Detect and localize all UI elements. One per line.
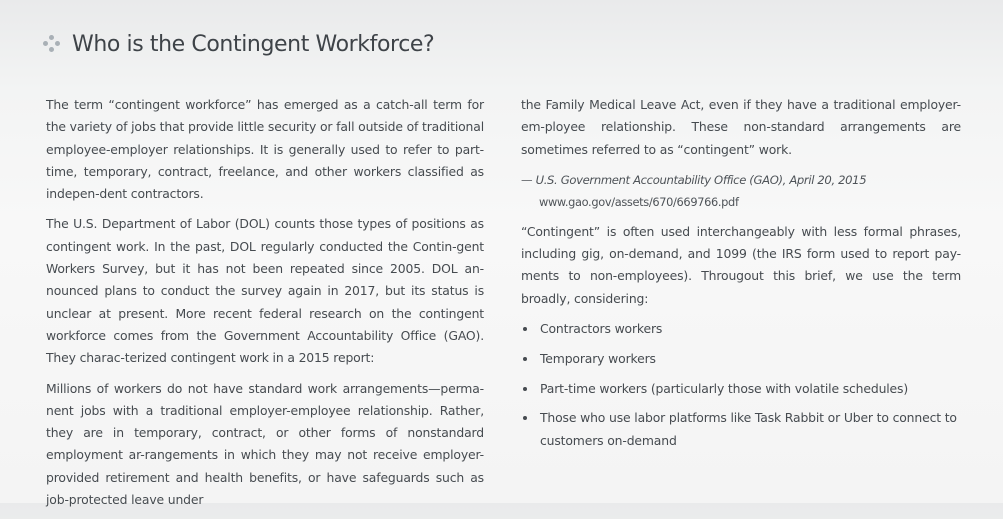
list-item: Contractors workers bbox=[521, 318, 961, 340]
paragraph-dol: The U.S. Department of Labor (DOL) counts those types of positions as contingent work. In the past, DOL regularly conducted the Contin-gent Workers Survey, but it has not been repeated since 2005. DOL an-nounced plans to conduct the survey again in 2017, but its status is unclear at present. More recent federal research on the contingent workforce comes from the Government Accountability Office (GAO). They charac-terized contingent work in a 2015 report: bbox=[46, 216, 484, 366]
citation bbox=[521, 169, 961, 213]
worker-types-list bbox=[521, 318, 961, 452]
paragraph-gao-quote-continued: the Family Medical Leave Act, even if they have a traditional employer-em-ployee relationship. These non-standard arrangements are sometimes referred to as “contingent” work. bbox=[521, 97, 961, 157]
list-item: Temporary workers bbox=[521, 348, 961, 370]
paragraph-gao-quote: Millions of workers do not have standard work arrangements—perma-nent jobs with a traditional employer-employee relationship. Rather, they are in temporary, contract, or other forms of nonstandard employment ar-rangements in which they may not receive employer-provided retirement and health benefits, or have safeguards such as job-protected leave under bbox=[46, 380, 484, 508]
paragraph-definition: The term “contingent workforce” has emerged as a catch-all term for the variety of jobs that provide little security or fall outside of traditional employee-employer relationships. It is generally used to refer to part-time, temporary, contract, freelance, and other workers classified as indepen-dent contractors. bbox=[46, 97, 484, 202]
four-dot-bullet-icon bbox=[42, 34, 62, 54]
section-header bbox=[42, 28, 434, 60]
page-title: Who is the Contingent Workforce? bbox=[72, 31, 435, 57]
left-column bbox=[46, 94, 484, 519]
citation-url: www.gao.gov/assets/670/669766.pdf bbox=[539, 194, 739, 209]
right-column bbox=[521, 94, 961, 460]
list-item: Part-time workers (particularly those with volatile schedules) bbox=[521, 378, 961, 400]
list-item: Those who use labor platforms like Task Rabbit or Uber to connect to customers on-demand bbox=[521, 407, 961, 452]
paragraph-contingent-terms: “Contingent” is often used interchangeably with less formal phrases, including gig, on-demand, and 1099 (the IRS form used to report pay-ments to non-employees). Througout this brief, we use the term broadly, considering: bbox=[521, 223, 961, 306]
citation-source: — U.S. Government Accountability Office (GAO), April 20, 2015 bbox=[521, 172, 867, 187]
